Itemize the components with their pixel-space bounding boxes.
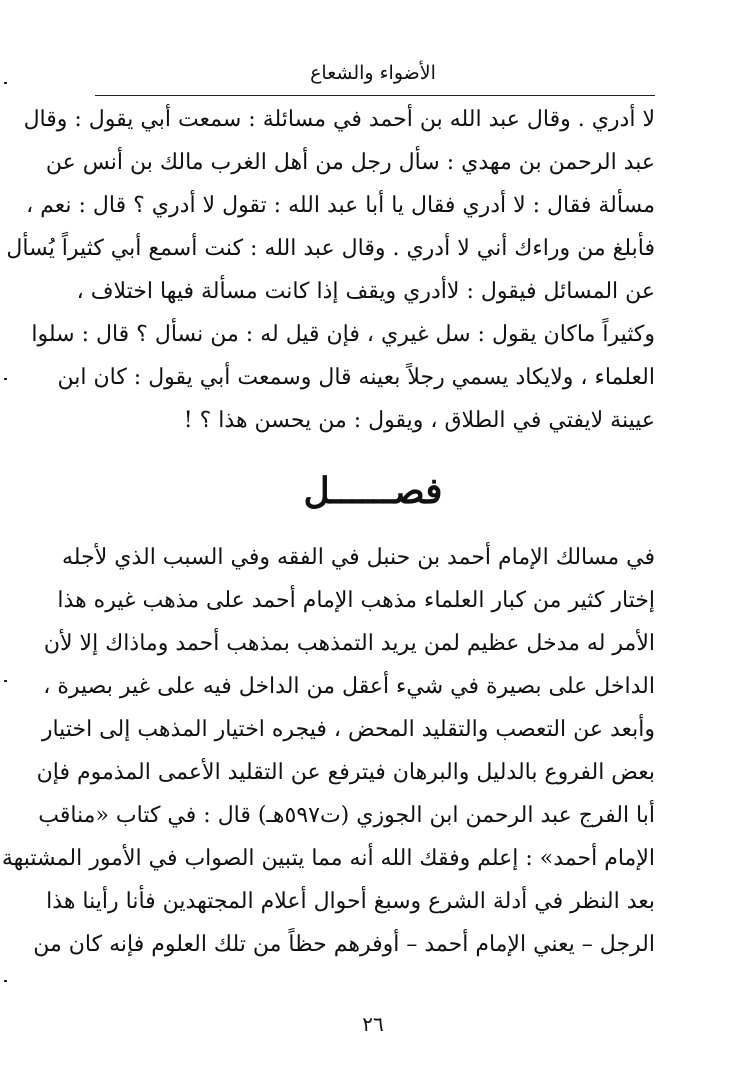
text-line: وأبعد عن التعصب والتقليد المحض ، فيجره اختيار المذهب إلى اختيار [41, 717, 655, 742]
paragraph-top [6, 98, 655, 442]
header-rule [95, 95, 655, 96]
text-line: مسألة فقال : لا أدري فقال يا أبا عبد الله : تقول لا أدري ؟ قال : نعم ، [26, 193, 655, 218]
text-line: فأبلغ من وراءك أني لا أدري . وقال عبد الله : كنت أسمع أبي كثيراً يُسأل [6, 236, 655, 261]
text-line: الداخل على بصيرة في شيء أعقل من الداخل فيه على غير بصيرة ، [43, 674, 655, 699]
margin-mark [4, 680, 7, 682]
text-line: عيينة لايفتي في الطلاق ، ويقول : من يحسن هذا ؟ ! [183, 408, 655, 433]
text-line: الرجل – يعني الإمام أحمد – أوفرهم حظاً من تلك العلوم فإنه كان من [33, 932, 655, 957]
text-line: إختار كثير من كبار العلماء مذهب الإمام أحمد على مذهب غيره هذا [57, 588, 655, 613]
text-line: العلماء ، ولايكاد يسمي رجلاً بعينه قال وسمعت أبي يقول : كان ابن [57, 365, 655, 390]
text-line: عن المسائل فيقول : لاأدري ويقف إذا كانت مسألة فيها اختلاف ، [76, 279, 655, 304]
text-line: في مسالك الإمام أحمد بن حنبل في الفقه وفي السبب الذي لأجله [62, 545, 655, 570]
text-line: لا أدري . وقال عبد الله بن أحمد في مسائلة : سمعت أبي يقول : وقال [23, 107, 655, 132]
section-heading: فصــــــل [303, 470, 443, 512]
text-line: أبا الفرج عبد الرحمن ابن الجوزي (ت٥٩٧هـ) قال : في كتاب «مناقب [38, 803, 655, 828]
page-number: ٢٦ [362, 1012, 384, 1036]
text-line: بعد النظر في أدلة الشرع وسبغ أحوال أعلام المجتهدين فأنا رأينا هذا [46, 889, 655, 914]
margin-mark [4, 980, 7, 982]
text-line: عبد الرحمن بن مهدي : سأل رجل من أهل الغرب مالك بن أنس عن [45, 150, 655, 175]
paragraph-bottom [1, 536, 655, 966]
running-head: الأضواء والشعاع [310, 62, 436, 84]
margin-mark [4, 378, 7, 380]
text-line: بعض الفروع بالدليل والبرهان فيترفع عن التقليد الأعمى المذموم فإن [36, 760, 655, 785]
text-line: الأمر له مدخل عظيم لمن يريد التمذهب بمذهب أحمد وماذاك إلا لأن [43, 631, 655, 656]
margin-mark [4, 82, 7, 84]
text-line: الإمام أحمد» : إعلم وفقك الله أنه مما يتبين الصواب في الأمور المشتبهة [1, 846, 655, 871]
text-line: وكثيراً ماكان يقول : سل غيري ، فإن قيل له : من نسأل ؟ قال : سلوا [31, 322, 655, 347]
